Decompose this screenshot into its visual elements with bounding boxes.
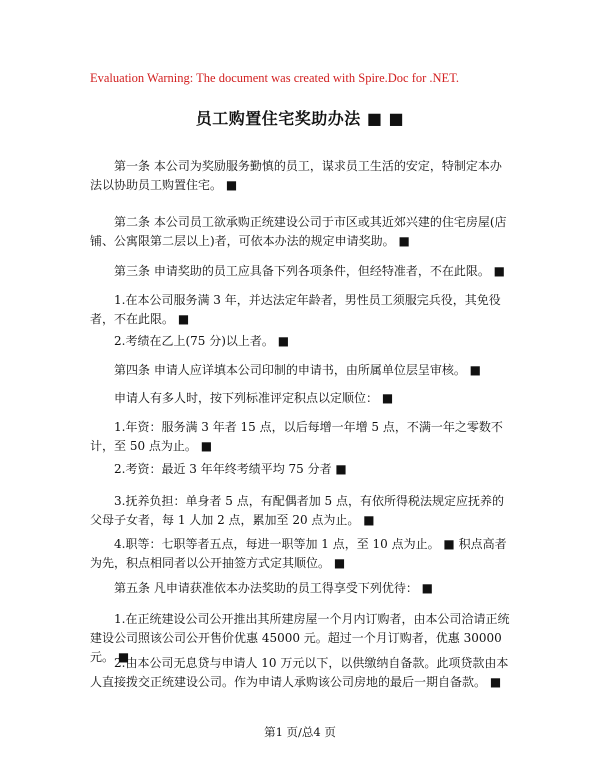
article-5-item-1: 1.在正统建设公司公开推出其所建房屋一个月内订购者，由本公司洽请正统建设公司照该公司公开售价优惠 45000 元。超过一个月订购者，优惠 30000 元。 ■	[90, 612, 510, 664]
article-3: 第三条 申请奖助的员工应具备下列各项条件，但经特准者，不在此限。 ■	[114, 264, 505, 278]
article-4: 第四条 申请人应详填本公司印制的申请书，由所属单位层呈审核。 ■	[114, 363, 481, 377]
ranking-item-grade: 4.职等：七职等者五点，每进一职等加 1 点，至 10 点为止。 ■ 积点高者为先，积点相同者以公开抽签方式定其顺位。 ■	[90, 537, 507, 570]
article-5: 第五条 凡申请获准依本办法奖助的员工得享受下列优待： ■	[114, 581, 433, 595]
page-number: 第1 页/总4 页	[264, 725, 336, 739]
article-1: 第一条 本公司为奖励服务勤慎的员工，谋求员工生活的安定，特制定本办法以协助员工购置住宅。 ■	[90, 159, 502, 192]
ranking-item-performance: 2.考资：最近 3 年年终考绩平均 75 分者 ■	[114, 462, 347, 476]
article-3-item-2: 2.考绩在乙上(75 分)以上者。 ■	[114, 334, 290, 348]
article-3-item-1: 1.在本公司服务满 3 年，并达法定年龄者，男性员工须服完兵役，其免役者，不在此限。 ■	[90, 293, 501, 326]
ranking-intro: 申请人有多人时，按下列标准评定积点以定顺位： ■	[114, 391, 394, 405]
ranking-item-dependents: 3.抚养负担：单身者 5 点，有配偶者加 5 点，有依所得税法规定应抚养的父母子女者，每 1 人加 2 点，累加至 20 点为止。 ■	[90, 494, 504, 527]
article-2: 第二条 本公司员工欲承购正统建设公司于市区或其近郊兴建的住宅房屋(店铺、公寓限第二层以上)者，可依本办法的规定申请奖助。 ■	[90, 215, 507, 248]
ranking-item-seniority: 1.年资：服务满 3 年者 15 点，以后每增一年增 5 点，不满一年之零数不计，至 50 点为止。 ■	[90, 420, 503, 453]
article-5-item-2: 2.由本公司无息贷与申请人 10 万元以下，以供缴纳自备款。此项贷款由本人直接拨交正统建设公司。作为申请人承购该公司房地的最后一期自备款。 ■	[90, 656, 509, 689]
document-title: 员工购置住宅奖助办法 ■ ■	[195, 109, 405, 128]
evaluation-warning: Evaluation Warning: The document was created with Spire.Doc for .NET.	[90, 71, 460, 85]
